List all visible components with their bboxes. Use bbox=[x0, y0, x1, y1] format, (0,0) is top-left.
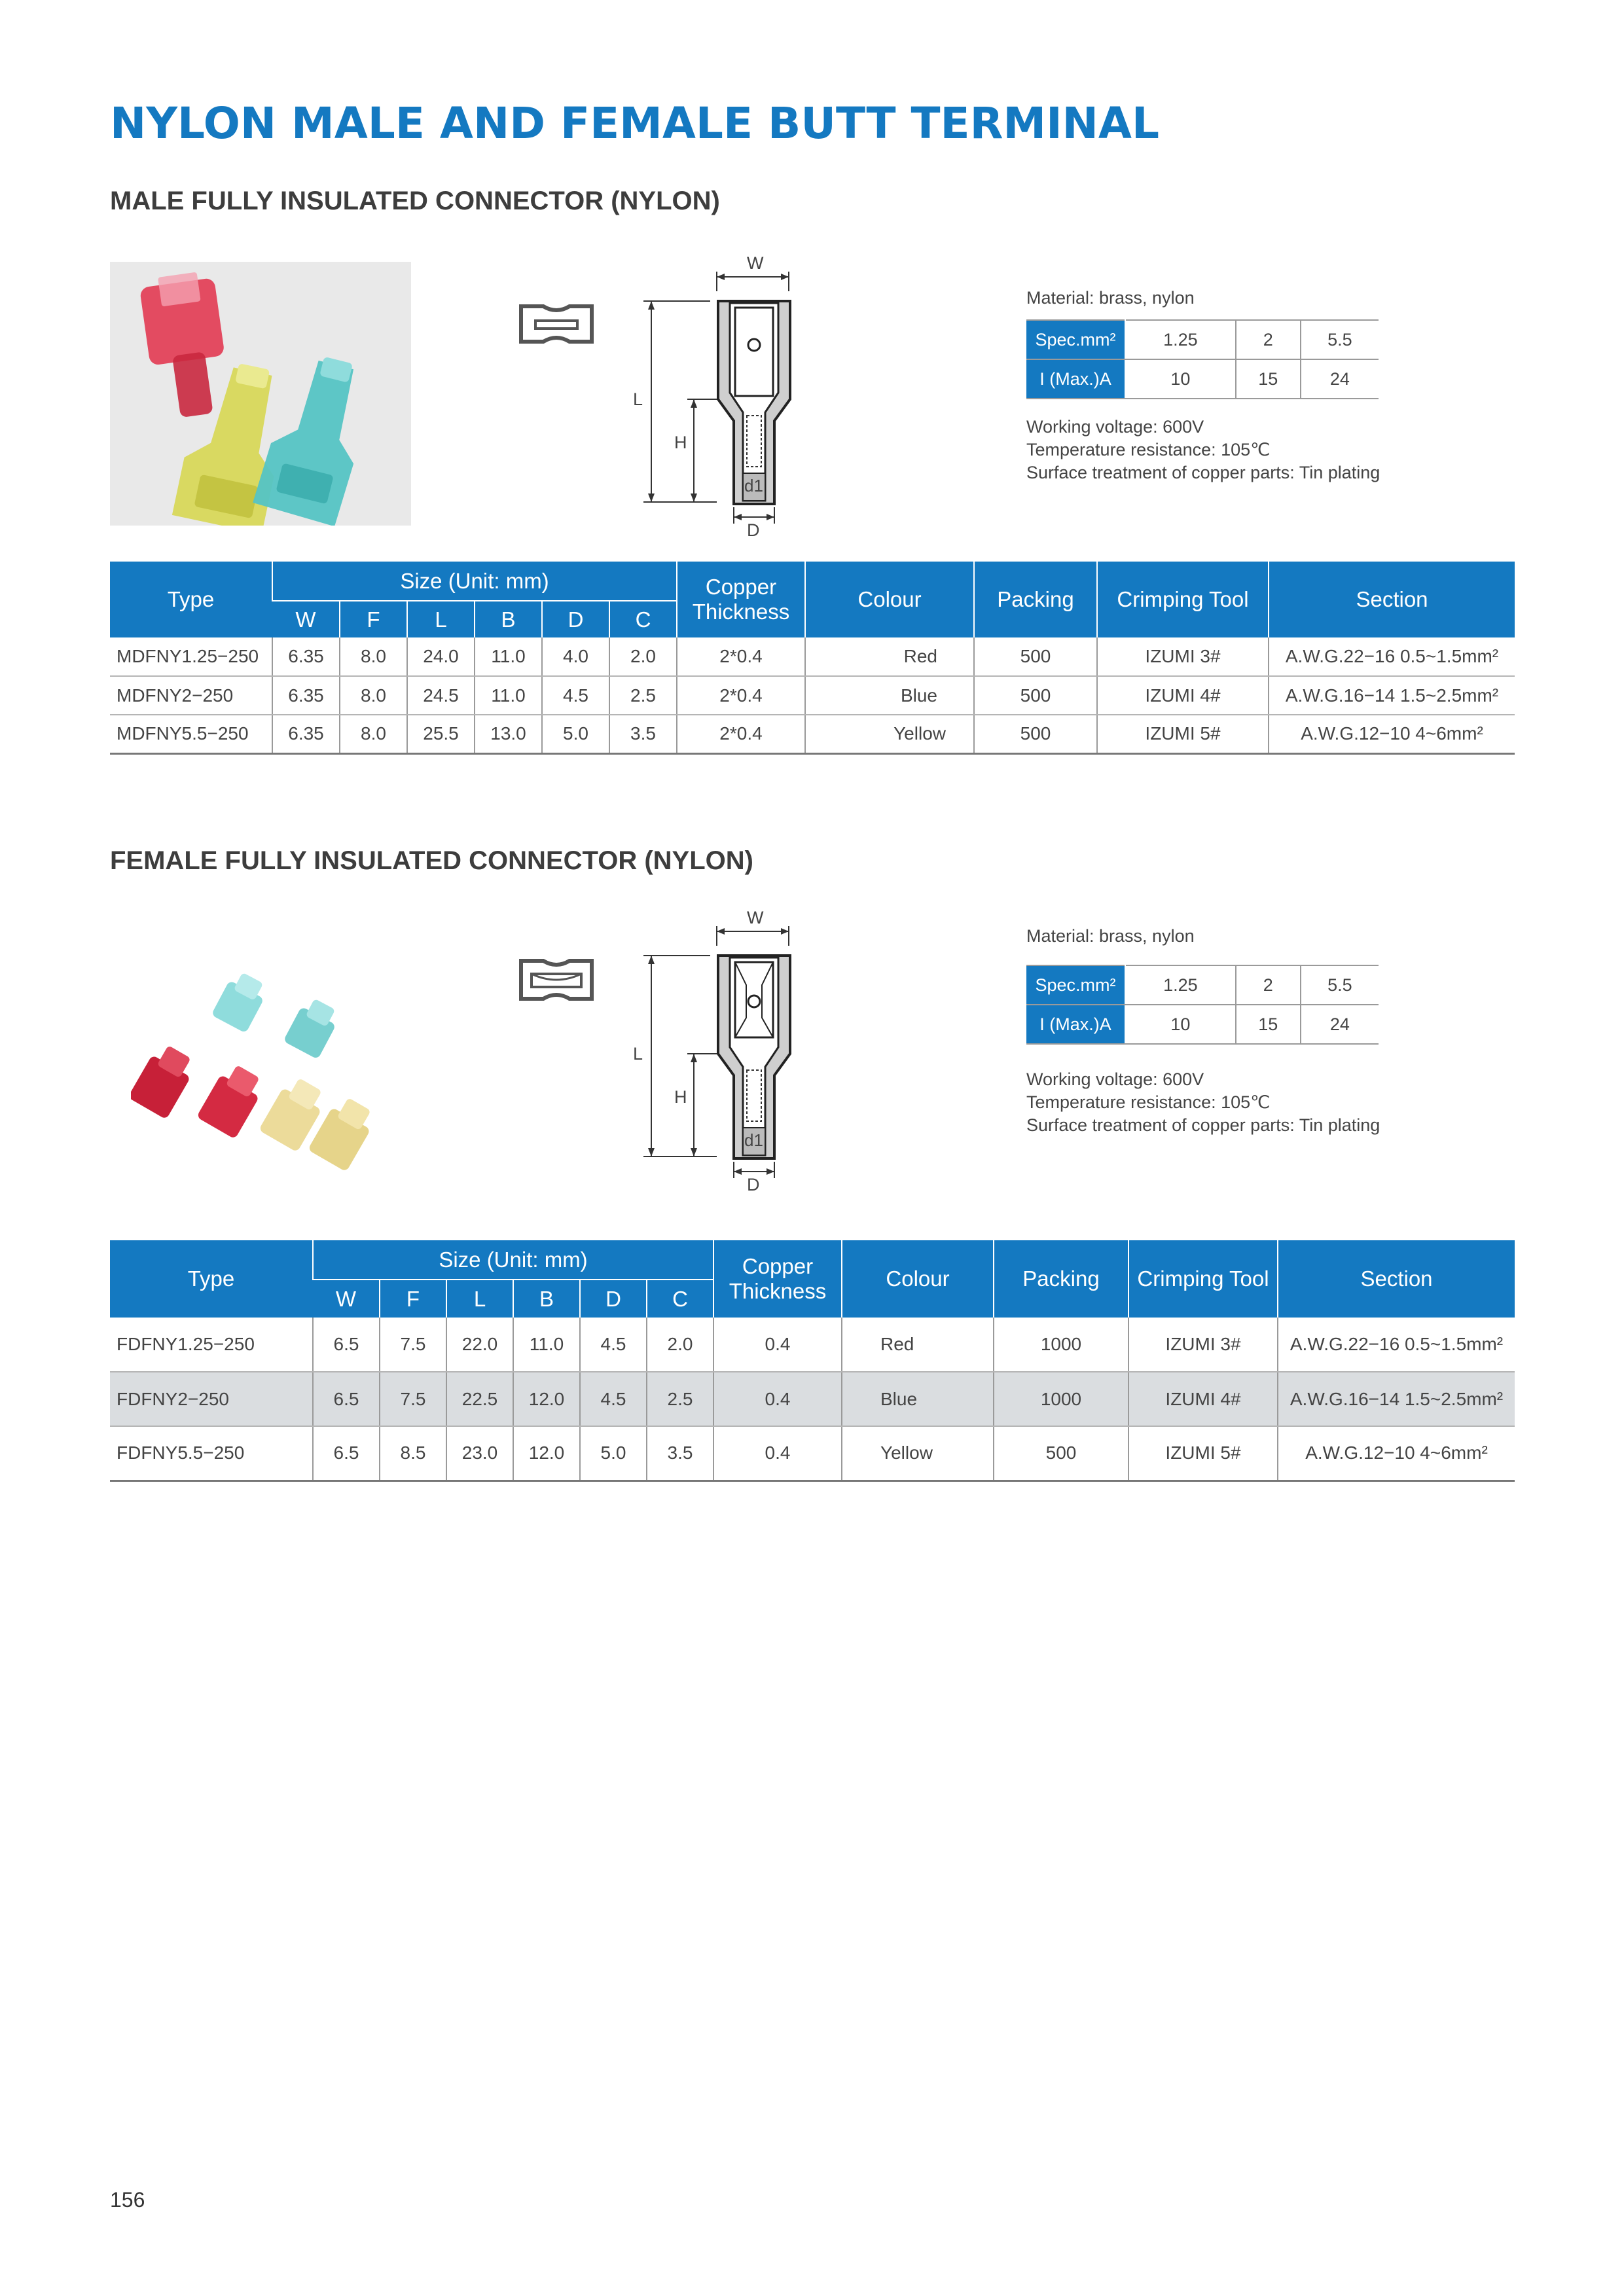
table-row bbox=[110, 1372, 1515, 1426]
dim-w-label: W bbox=[747, 253, 764, 273]
note-voltage: Working voltage: 600V bbox=[1026, 1069, 1204, 1089]
cell-copper: 0.4 bbox=[713, 1372, 842, 1426]
cell-colour: Yellow bbox=[805, 715, 974, 753]
header-w: W bbox=[313, 1280, 380, 1318]
male-connector-photo bbox=[110, 262, 411, 526]
spec-value: 1.25 bbox=[1125, 320, 1236, 359]
current-value: 10 bbox=[1125, 359, 1236, 399]
header-type: Type bbox=[110, 562, 272, 637]
cell-b: 13.0 bbox=[475, 715, 542, 753]
cell-f: 8.0 bbox=[340, 715, 407, 753]
note-temperature: Temperature resistance: 105℃ bbox=[1026, 440, 1271, 459]
spec-value: 5.5 bbox=[1301, 320, 1379, 359]
female-material-text: Material: brass, nylon bbox=[1026, 926, 1195, 946]
male-spec-table bbox=[1026, 319, 1379, 399]
male-section-heading: MALE FULLY INSULATED CONNECTOR (NYLON) bbox=[110, 187, 720, 215]
cell-packing: 500 bbox=[974, 637, 1097, 676]
cell-d: 4.0 bbox=[542, 637, 609, 676]
note-surface: Surface treatment of copper parts: Tin plating bbox=[1026, 463, 1380, 482]
header-colour: Colour bbox=[842, 1240, 994, 1318]
dim-h-label: H bbox=[674, 433, 687, 452]
cell-tool: IZUMI 3# bbox=[1097, 637, 1269, 676]
cell-d: 4.5 bbox=[542, 676, 609, 715]
header-d: D bbox=[542, 601, 609, 637]
cell-colour: Red bbox=[805, 637, 974, 676]
header-size: Size (Unit: mm) bbox=[272, 562, 677, 601]
cell-l: 24.5 bbox=[407, 676, 475, 715]
table-row bbox=[110, 637, 1515, 676]
cell-tool: IZUMI 4# bbox=[1128, 1372, 1278, 1426]
spec-value: 2 bbox=[1236, 320, 1301, 359]
note-voltage: Working voltage: 600V bbox=[1026, 417, 1204, 437]
current-label: I (Max.)A bbox=[1026, 359, 1125, 399]
header-copper-thickness: Copper Thickness bbox=[713, 1240, 842, 1318]
page-title: NYLON MALE AND FEMALE BUTT TERMINAL bbox=[110, 98, 1160, 149]
cell-w: 6.5 bbox=[313, 1426, 380, 1480]
cell-colour: Blue bbox=[842, 1372, 994, 1426]
header-packing: Packing bbox=[974, 562, 1097, 637]
dim-d1-label: d1 bbox=[744, 476, 763, 495]
dim-w-label: W bbox=[747, 908, 764, 927]
header-crimping-tool: Crimping Tool bbox=[1128, 1240, 1278, 1318]
cell-colour: Yellow bbox=[842, 1426, 994, 1480]
header-l: L bbox=[446, 1280, 513, 1318]
cell-tool: IZUMI 5# bbox=[1128, 1426, 1278, 1480]
current-value: 10 bbox=[1125, 1005, 1236, 1044]
cell-f: 7.5 bbox=[380, 1372, 446, 1426]
table-row bbox=[110, 676, 1515, 715]
cell-packing: 500 bbox=[974, 715, 1097, 753]
cell-b: 12.0 bbox=[513, 1426, 580, 1480]
header-b: B bbox=[513, 1280, 580, 1318]
dim-l-label: L bbox=[633, 389, 643, 409]
cell-copper: 2*0.4 bbox=[677, 715, 805, 753]
cell-packing: 1000 bbox=[994, 1372, 1128, 1426]
male-dimension-drawing bbox=[625, 252, 848, 540]
cell-w: 6.5 bbox=[313, 1318, 380, 1372]
note-surface: Surface treatment of copper parts: Tin plating bbox=[1026, 1115, 1380, 1135]
header-copper-thickness: Copper Thickness bbox=[677, 562, 805, 637]
cell-section: A.W.G.16−14 1.5~2.5mm² bbox=[1278, 1372, 1515, 1426]
male-cross-section-icon bbox=[517, 301, 596, 347]
note-temperature: Temperature resistance: 105℃ bbox=[1026, 1092, 1271, 1112]
header-b: B bbox=[475, 601, 542, 637]
female-spec-table bbox=[1026, 965, 1379, 1045]
cell-b: 11.0 bbox=[475, 637, 542, 676]
cell-d: 4.5 bbox=[580, 1372, 647, 1426]
current-label: I (Max.)A bbox=[1026, 1005, 1125, 1044]
cell-l: 25.5 bbox=[407, 715, 475, 753]
cell-section: A.W.G.22−16 0.5~1.5mm² bbox=[1278, 1318, 1515, 1372]
header-packing: Packing bbox=[994, 1240, 1128, 1318]
cell-type: MDFNY2−250 bbox=[110, 676, 272, 715]
header-l: L bbox=[407, 601, 475, 637]
cell-c: 2.5 bbox=[647, 1372, 713, 1426]
cell-w: 6.35 bbox=[272, 637, 340, 676]
header-section: Section bbox=[1278, 1240, 1515, 1318]
spec-label: Spec.mm² bbox=[1026, 965, 1125, 1005]
header-c: C bbox=[609, 601, 677, 637]
header-f: F bbox=[380, 1280, 446, 1318]
cell-l: 22.0 bbox=[446, 1318, 513, 1372]
header-type: Type bbox=[110, 1240, 313, 1318]
spec-value: 1.25 bbox=[1125, 965, 1236, 1005]
spec-label: Spec.mm² bbox=[1026, 320, 1125, 359]
cell-type: FDFNY2−250 bbox=[110, 1372, 313, 1426]
female-cross-section-icon bbox=[517, 956, 596, 1005]
cell-copper: 2*0.4 bbox=[677, 637, 805, 676]
cell-section: A.W.G.12−10 4~6mm² bbox=[1269, 715, 1515, 753]
table-row bbox=[110, 1318, 1515, 1372]
female-connector-photo bbox=[131, 956, 393, 1172]
cell-f: 8.0 bbox=[340, 637, 407, 676]
cell-d: 5.0 bbox=[542, 715, 609, 753]
cell-d: 5.0 bbox=[580, 1426, 647, 1480]
cell-c: 3.5 bbox=[647, 1426, 713, 1480]
cell-copper: 0.4 bbox=[713, 1318, 842, 1372]
cell-copper: 0.4 bbox=[713, 1426, 842, 1480]
female-notes bbox=[1026, 1068, 1380, 1137]
cell-f: 8.5 bbox=[380, 1426, 446, 1480]
cell-b: 12.0 bbox=[513, 1372, 580, 1426]
header-colour: Colour bbox=[805, 562, 974, 637]
cell-w: 6.35 bbox=[272, 676, 340, 715]
header-w: W bbox=[272, 601, 340, 637]
cell-f: 8.0 bbox=[340, 676, 407, 715]
cell-b: 11.0 bbox=[475, 676, 542, 715]
header-d: D bbox=[580, 1280, 647, 1318]
cell-colour: Blue bbox=[805, 676, 974, 715]
cell-type: MDFNY1.25−250 bbox=[110, 637, 272, 676]
cell-b: 11.0 bbox=[513, 1318, 580, 1372]
cell-tool: IZUMI 4# bbox=[1097, 676, 1269, 715]
dim-l-label: L bbox=[633, 1044, 643, 1064]
header-f: F bbox=[340, 601, 407, 637]
table-row bbox=[110, 715, 1515, 753]
cell-tool: IZUMI 3# bbox=[1128, 1318, 1278, 1372]
cell-type: MDFNY5.5−250 bbox=[110, 715, 272, 753]
current-value: 15 bbox=[1236, 359, 1301, 399]
female-dimension-drawing bbox=[625, 906, 848, 1194]
dim-h-label: H bbox=[674, 1087, 687, 1107]
cell-tool: IZUMI 5# bbox=[1097, 715, 1269, 753]
cell-w: 6.5 bbox=[313, 1372, 380, 1426]
current-value: 24 bbox=[1301, 359, 1379, 399]
header-size: Size (Unit: mm) bbox=[313, 1240, 713, 1280]
cell-f: 7.5 bbox=[380, 1318, 446, 1372]
cell-packing: 1000 bbox=[994, 1318, 1128, 1372]
cell-packing: 500 bbox=[994, 1426, 1128, 1480]
cell-w: 6.35 bbox=[272, 715, 340, 753]
cell-copper: 2*0.4 bbox=[677, 676, 805, 715]
spec-value: 2 bbox=[1236, 965, 1301, 1005]
current-value: 15 bbox=[1236, 1005, 1301, 1044]
spec-value: 5.5 bbox=[1301, 965, 1379, 1005]
female-section-heading: FEMALE FULLY INSULATED CONNECTOR (NYLON) bbox=[110, 846, 753, 875]
dim-d1-label: d1 bbox=[744, 1130, 763, 1150]
cell-colour: Red bbox=[842, 1318, 994, 1372]
cell-c: 2.0 bbox=[647, 1318, 713, 1372]
male-notes bbox=[1026, 416, 1380, 484]
cell-section: A.W.G.12−10 4~6mm² bbox=[1278, 1426, 1515, 1480]
header-section: Section bbox=[1269, 562, 1515, 637]
cell-c: 2.0 bbox=[609, 637, 677, 676]
cell-l: 24.0 bbox=[407, 637, 475, 676]
male-material-text: Material: brass, nylon bbox=[1026, 288, 1195, 308]
cell-l: 23.0 bbox=[446, 1426, 513, 1480]
cell-type: FDFNY1.25−250 bbox=[110, 1318, 313, 1372]
cell-section: A.W.G.22−16 0.5~1.5mm² bbox=[1269, 637, 1515, 676]
dim-d-label: D bbox=[747, 1175, 760, 1194]
cell-packing: 500 bbox=[974, 676, 1097, 715]
female-data-table bbox=[110, 1240, 1515, 1482]
cell-c: 3.5 bbox=[609, 715, 677, 753]
cell-section: A.W.G.16−14 1.5~2.5mm² bbox=[1269, 676, 1515, 715]
dim-d-label: D bbox=[747, 520, 760, 540]
cell-d: 4.5 bbox=[580, 1318, 647, 1372]
cell-l: 22.5 bbox=[446, 1372, 513, 1426]
cell-type: FDFNY5.5−250 bbox=[110, 1426, 313, 1480]
current-value: 24 bbox=[1301, 1005, 1379, 1044]
table-row bbox=[110, 1426, 1515, 1480]
cell-c: 2.5 bbox=[609, 676, 677, 715]
page-number: 156 bbox=[110, 2188, 145, 2212]
header-c: C bbox=[647, 1280, 713, 1318]
header-crimping-tool: Crimping Tool bbox=[1097, 562, 1269, 637]
male-data-table bbox=[110, 562, 1515, 755]
